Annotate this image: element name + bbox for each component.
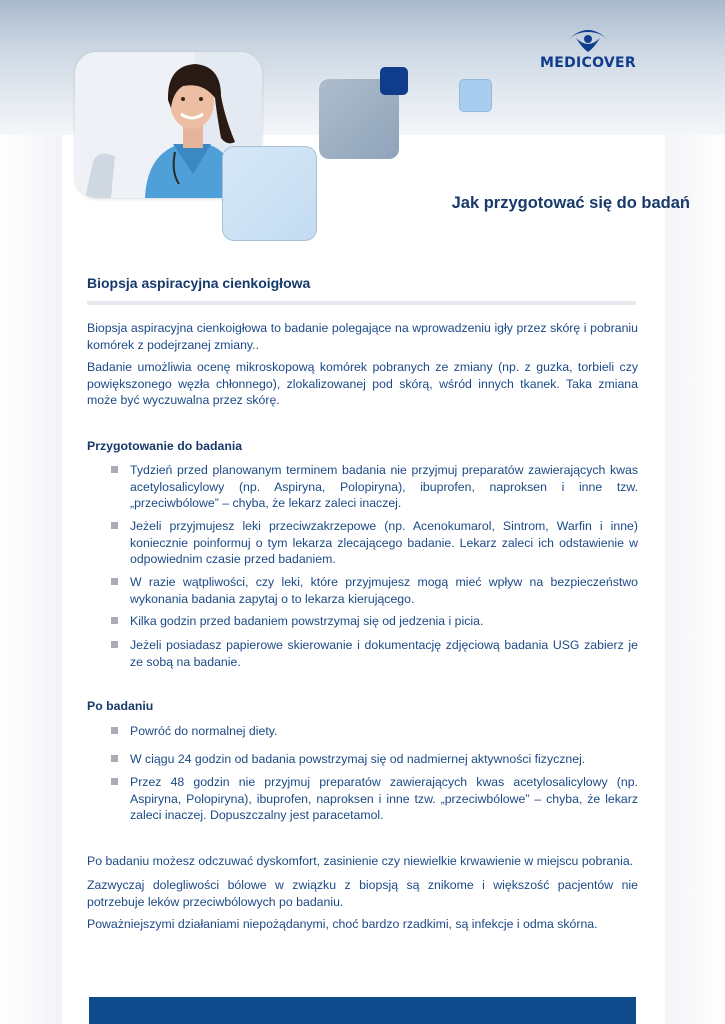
- preparation-item: Jeżeli przyjmujesz leki przeciwzakrzepowe (np. Acenokumarol, Sintrom, Warfin i inne) koniecznie poinformuj o tym lekarza zlecającego badanie. Lekarz zaleci ich odstawienie w odpowiednim czasie przed badaniem.: [130, 519, 638, 566]
- intro-paragraph-2: Badanie umożliwia ocenę mikroskopową komórek pobranych ze zmiany (np. z guzka, torbieli czy powiększonego węzła chłonnego), zlokalizowanej pod skórą, wśród innych tkanek. Taka zmiana może być wyczuwalna przez skórę.: [87, 360, 638, 407]
- bullet-marker: [111, 466, 118, 473]
- footer-bar: [89, 997, 636, 1024]
- medicover-logo: [537, 24, 639, 79]
- decor-square-navy: [380, 67, 408, 95]
- after-item: W ciągu 24 godzin od badania powstrzymaj się od nadmiernej aktywności fizycznej.: [130, 752, 586, 766]
- bullet-marker: [111, 641, 118, 648]
- bullet-marker: [111, 578, 118, 585]
- after-item: Powróć do normalnej diety.: [130, 724, 278, 738]
- after-item: Przez 48 godzin nie przyjmuj preparatów zawierających kwas acetylosalicylowy (np. Aspiryna, Polopiryna), ibuprofen, naproksen i inne tzw. „przeciwbólowe” – chyba, że lekarz zaleci inaczej. Dopuszczalny jest paracetamol.: [130, 775, 638, 822]
- preparation-item: W razie wątpliwości, czy leki, które przyjmujesz mogą mieć wpływ na bezpieczeństwo wykonania badania zapytaj o to lekarza kierującego.: [130, 575, 638, 606]
- decor-square-light-blue: [459, 79, 492, 112]
- bullet-marker: [111, 755, 118, 762]
- after-heading: Po badaniu: [87, 699, 154, 713]
- closing-paragraph-1: Po badaniu możesz odczuwać dyskomfort, zasinienie czy niewielkie krwawienie w miejscu pobrania.: [87, 854, 634, 868]
- title-divider: [87, 301, 636, 305]
- closing-paragraph-3: Poważniejszymi działaniami niepożądanymi, choć bardzo rzadkimi, są infekcje i odma skórna.: [87, 917, 598, 931]
- preparation-item: Tydzień przed planowanym terminem badania nie przyjmuj preparatów zawierających kwas acetylosalicylowy (np. Aspiryna, Polopiryna), ibuprofen, naproksen i inne tzw. „przeciwbólowe” – chyba, że lekarz zaleci inaczej.: [130, 463, 638, 510]
- preparation-heading: Przygotowanie do badania: [87, 439, 243, 453]
- bullet-marker: [111, 778, 118, 785]
- preparation-item: Jeżeli posiadasz papierowe skierowanie i dokumentację zdjęciową badania USG zabierz je ze sobą na badanie.: [130, 638, 638, 669]
- preparation-item: Kilka godzin przed badaniem powstrzymaj się od jedzenia i picia.: [130, 614, 484, 628]
- bullet-marker: [111, 522, 118, 529]
- document-title: Biopsja aspiracyjna cienkoigłowa: [87, 275, 311, 291]
- page-title: Jak przygotować się do badań: [451, 194, 690, 212]
- medicover-emblem-icon: [566, 24, 610, 54]
- closing-paragraph-2: Zazwyczaj dolegliwości bólowe w związku z biopsją są znikome i większość pacjentów nie potrzebuje leków przeciwbólowych po badaniu.: [87, 878, 638, 909]
- logo-text: MEDICOVER: [539, 55, 636, 71]
- bullet-marker: [111, 727, 118, 734]
- intro-paragraph-1: Biopsja aspiracyjna cienkoigłowa to badanie polegające na wprowadzeniu igły przez skórę i pobraniu komórek z podejrzanej zmiany..: [87, 321, 638, 352]
- bullet-marker: [111, 617, 118, 624]
